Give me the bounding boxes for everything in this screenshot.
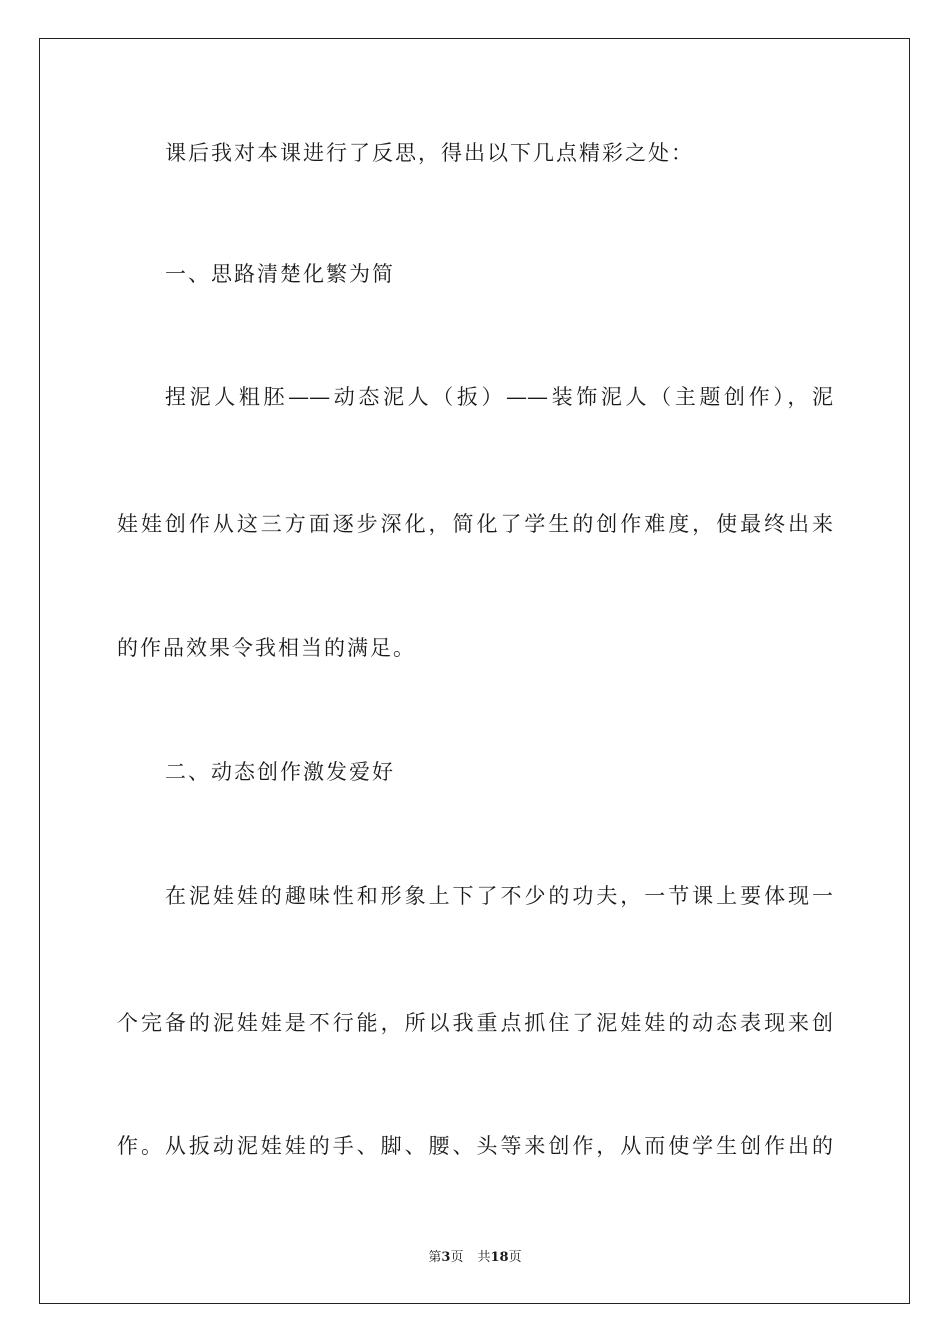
section-heading-1: 一、思路清楚化繁为简 xyxy=(165,262,395,286)
footer-total-prefix: 共 xyxy=(477,1250,491,1265)
footer-page-prefix: 第 xyxy=(428,1250,442,1265)
section-heading-2: 二、动态创作激发爱好 xyxy=(165,760,395,784)
footer-page-suffix: 页 xyxy=(450,1250,464,1265)
paragraph-2-line-1: 在泥娃娃的趣味性和形象上下了不少的功夫，一节课上要体现一 xyxy=(165,884,833,908)
paragraph-2-line-2: 个完备的泥娃娃是不行能，所以我重点抓住了泥娃娃的动态表现来创 xyxy=(117,1011,833,1035)
paragraph-1-line-1: 捏泥人粗胚——动态泥人（扳）——装饰泥人（主题创作），泥 xyxy=(165,385,833,409)
page-footer xyxy=(0,1246,950,1265)
paragraph-1-line-2: 娃娃创作从这三方面逐步深化，简化了学生的创作难度，使最终出来 xyxy=(117,512,833,536)
footer-total-suffix: 页 xyxy=(508,1250,522,1265)
page-frame xyxy=(39,38,910,1304)
intro-line: 课后我对本课进行了反思，得出以下几点精彩之处： xyxy=(165,141,694,165)
footer-page-number: 3 xyxy=(441,1250,451,1265)
footer-total-pages: 18 xyxy=(490,1250,509,1265)
paragraph-2-line-3: 作。从扳动泥娃娃的手、脚、腰、头等来创作，从而使学生创作出的 xyxy=(117,1134,833,1158)
paragraph-1-line-3: 的作品效果令我相当的满足。 xyxy=(117,636,416,660)
